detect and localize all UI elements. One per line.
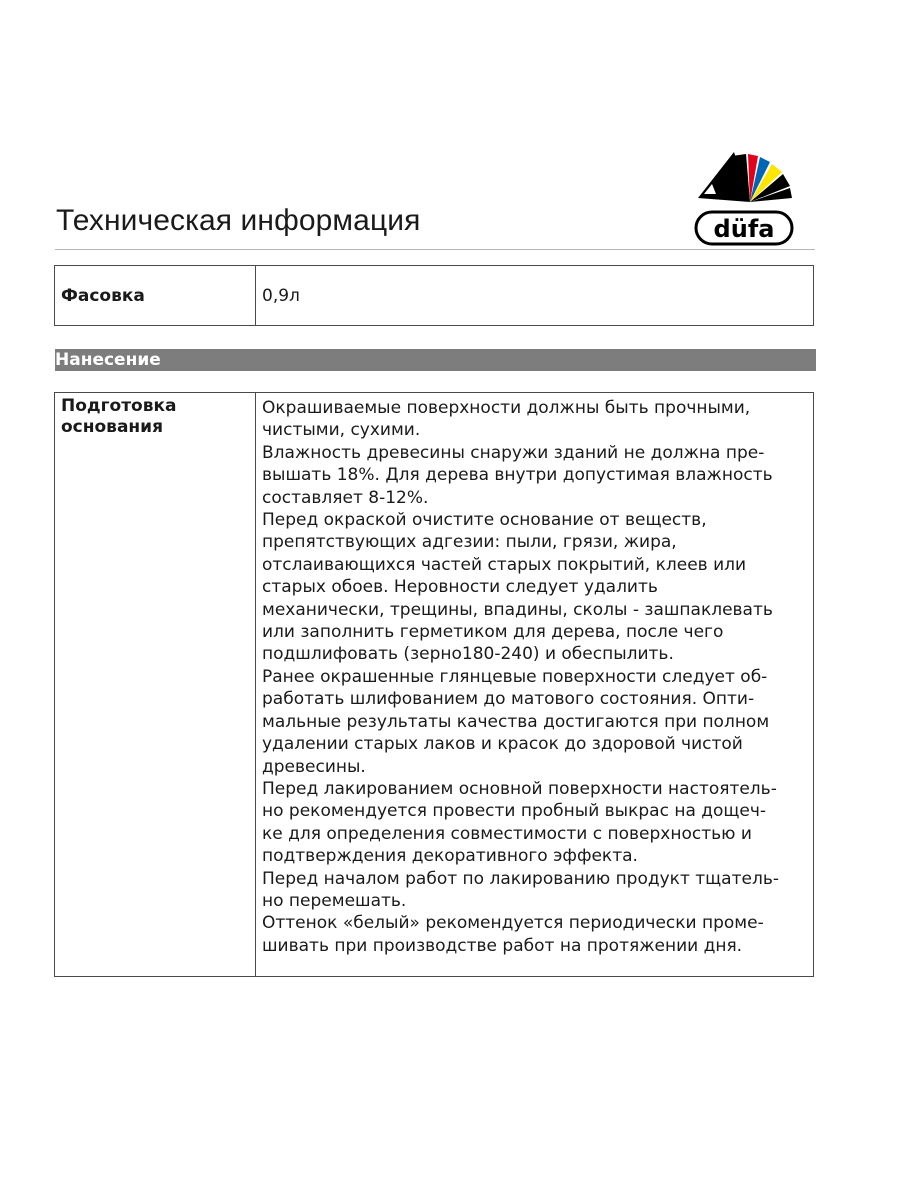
packing-row <box>55 266 814 326</box>
preparation-text-line: старых обоев. Неровности следует удалить <box>262 577 658 598</box>
dufa-logo-icon <box>690 150 800 250</box>
preparation-text-line: механически, трещины, впадины, сколы - зашпаклевать <box>262 599 773 620</box>
logo-text: düfa <box>713 215 775 243</box>
preparation-text-line: подшлифовать (зерно180-240) и обеспылить. <box>262 644 674 665</box>
preparation-text-line: но рекомендуется провести пробный выкрас на дощеч- <box>262 801 767 822</box>
preparation-text-line: Оттенок «белый» рекомендуется периодически проме- <box>262 913 764 934</box>
preparation-label-line: основания <box>61 417 163 437</box>
brand-logo <box>690 150 800 250</box>
preparation-text-line: чистыми, сухими. <box>262 420 421 441</box>
preparation-text-line: мальные результаты качества достигаются при полном <box>262 711 770 732</box>
preparation-text-line: ке для определения совместимости с поверхностью и <box>262 823 752 844</box>
preparation-text-line: древесины. <box>262 756 366 777</box>
preparation-text-line: но перемешать. <box>262 890 407 911</box>
preparation-text-line: Влажность древесины снаружи зданий не должна пре- <box>262 442 765 463</box>
preparation-table <box>54 392 814 977</box>
preparation-text-line: Перед началом работ по лакированию продукт тщатель- <box>262 868 779 889</box>
page-title: Техническая информация <box>56 204 421 237</box>
preparation-text-line: Перед лакированием основной поверхности настоятель- <box>262 778 777 799</box>
preparation-text-line: шивать при производстве работ на протяжении дня. <box>262 935 743 956</box>
preparation-text-line: подтверждения декоративного эффекта. <box>262 846 638 867</box>
preparation-text-line: вышать 18%. Для дерева внутри допустимая влажность <box>262 465 773 486</box>
preparation-text-line: составляет 8-12%. <box>262 487 429 508</box>
preparation-text <box>256 393 814 977</box>
preparation-text-line: отслаивающихся частей старых покрытий, клеев или <box>262 554 747 575</box>
preparation-text-line: работать шлифованием до матового состояния. Опти- <box>262 689 755 710</box>
preparation-text-line: Ранее окрашенные глянцевые поверхности следует об- <box>262 666 768 687</box>
packing-table <box>54 265 814 326</box>
section-header-application: Нанесение <box>55 349 816 371</box>
preparation-label-line: Подготовка <box>61 396 177 416</box>
packing-value: 0,9л <box>256 266 814 326</box>
preparation-text-line: Окрашиваемые поверхности должны быть прочными, <box>262 398 751 418</box>
preparation-text-line: Перед окраской очистите основание от веществ, <box>262 510 707 531</box>
preparation-label <box>55 393 256 977</box>
logo-fan <box>698 152 792 202</box>
preparation-text-line: препятствующих адгезии: пыли, грязи, жира, <box>262 532 677 553</box>
preparation-row <box>55 393 814 977</box>
preparation-text-line: удалении старых лаков и красок до здоровой чистой <box>262 734 743 755</box>
packing-label: Фасовка <box>55 266 256 326</box>
preparation-text-line: или заполнить герметиком для дерева, после чего <box>262 622 724 643</box>
title-divider <box>55 249 815 250</box>
